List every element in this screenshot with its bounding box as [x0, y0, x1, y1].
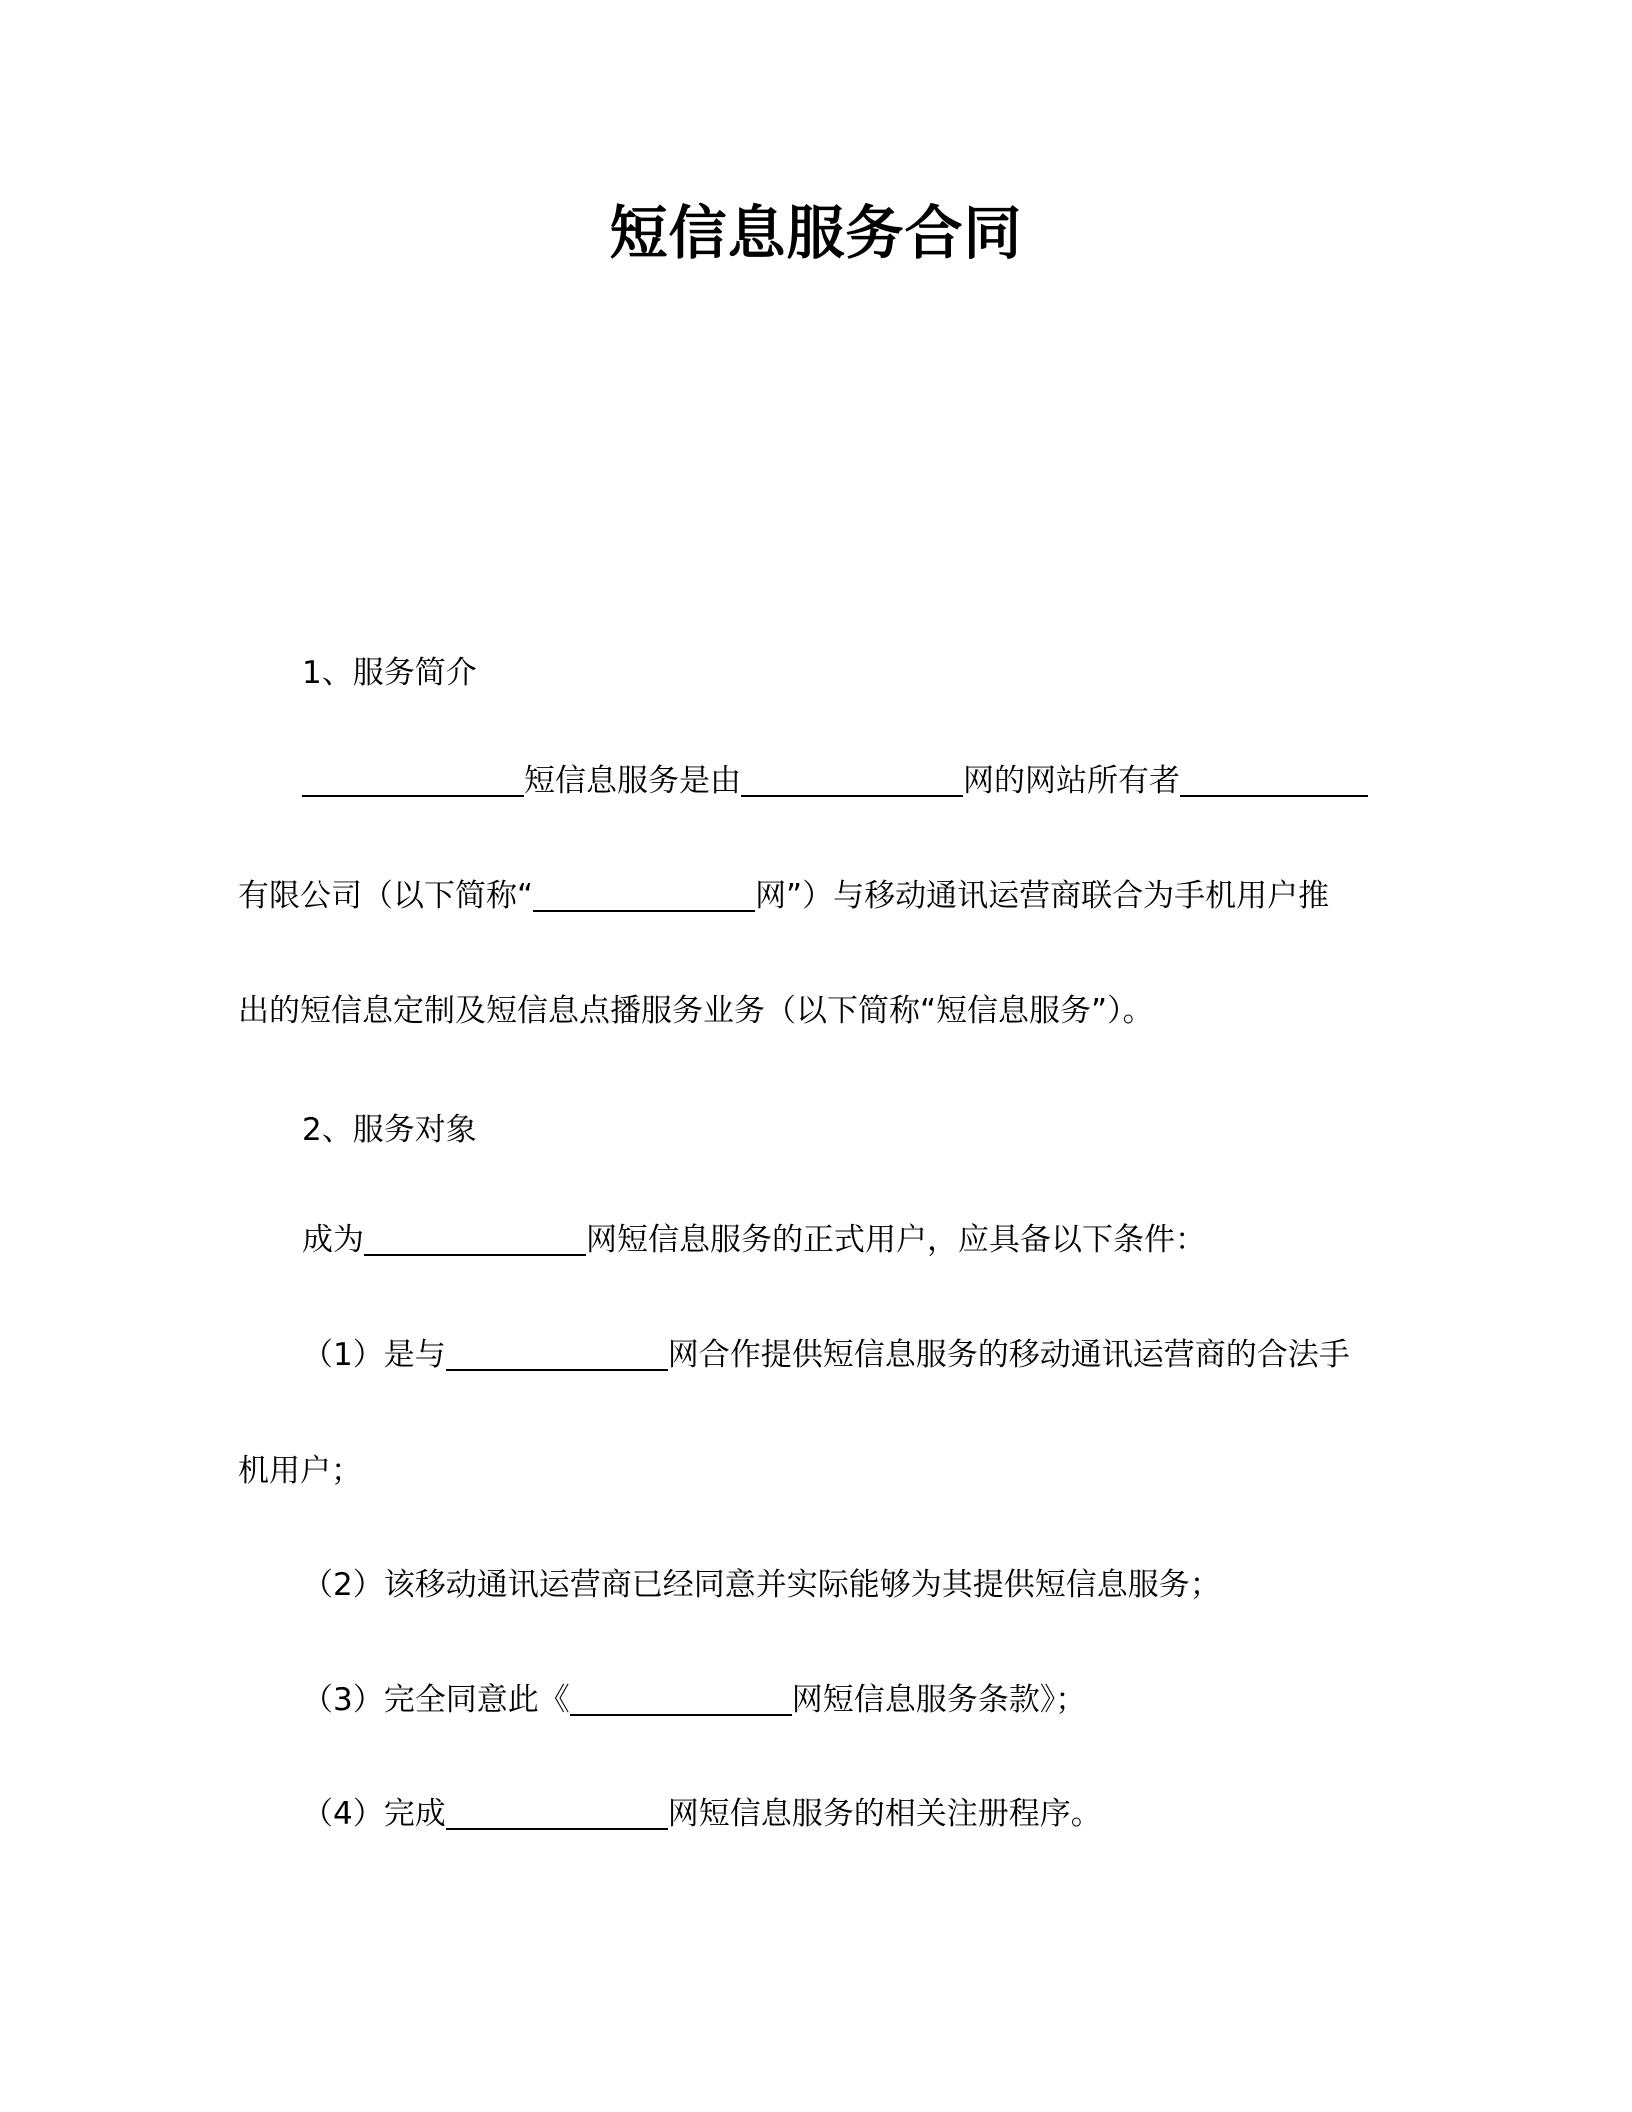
condition-item-4 — [302, 1794, 1102, 1834]
section-2-paragraph — [302, 1220, 1206, 1260]
blank-field[interactable] — [302, 763, 524, 797]
paragraph-text: （3）完全同意此《 — [302, 1682, 570, 1718]
paragraph-text: 机用户； — [238, 1453, 362, 1489]
blank-field[interactable] — [446, 1337, 668, 1371]
section-2-heading — [302, 1110, 477, 1150]
blank-field[interactable] — [364, 1222, 586, 1256]
paragraph-text: 成为 — [302, 1222, 364, 1258]
paragraph-text: （4）完成 — [302, 1796, 446, 1832]
paragraph-text: 出的短信息定制及短信息点播服务业务（以下简称“短信息服务”）。 — [238, 993, 1154, 1029]
paragraph-text: 网的网站所有者 — [963, 763, 1180, 799]
condition-item-2 — [302, 1565, 1221, 1605]
condition-item-1 — [302, 1335, 1350, 1375]
document-title: 短信息服务合同 — [609, 199, 1023, 267]
paragraph-text: 网短信息服务的正式用户，应具备以下条件： — [586, 1222, 1206, 1258]
condition-item-1-continued — [238, 1451, 362, 1491]
blank-field[interactable] — [533, 878, 755, 912]
paragraph-text: 网合作提供短信息服务的移动通讯运营商的合法手 — [667, 1337, 1350, 1373]
condition-item-3 — [302, 1680, 1086, 1720]
paragraph-text: （2）该移动通讯运营商已经同意并实际能够为其提供短信息服务； — [302, 1567, 1221, 1603]
section-2-heading-text: 2、服务对象 — [302, 1112, 477, 1148]
section-1-paragraph-line-3 — [238, 991, 1154, 1031]
paragraph-text: （1）是与 — [302, 1337, 446, 1373]
paragraph-text: 短信息服务是由 — [524, 763, 741, 799]
paragraph-text: 网短信息服务条款》； — [791, 1682, 1087, 1718]
section-1-heading — [302, 653, 477, 693]
blank-field[interactable] — [1180, 763, 1368, 797]
section-1-paragraph-line-2 — [238, 876, 1329, 916]
paragraph-text: 网短信息服务的相关注册程序。 — [667, 1796, 1102, 1832]
section-1-heading-text: 1、服务简介 — [302, 655, 477, 691]
paragraph-text: 有限公司（以下简称“ — [238, 878, 534, 914]
blank-field[interactable] — [741, 763, 963, 797]
section-1-paragraph-line-1 — [302, 761, 1368, 801]
blank-field[interactable] — [570, 1682, 792, 1716]
paragraph-text: 网”）与移动通讯运营商联合为手机用户推 — [755, 878, 1330, 914]
blank-field[interactable] — [446, 1796, 668, 1830]
